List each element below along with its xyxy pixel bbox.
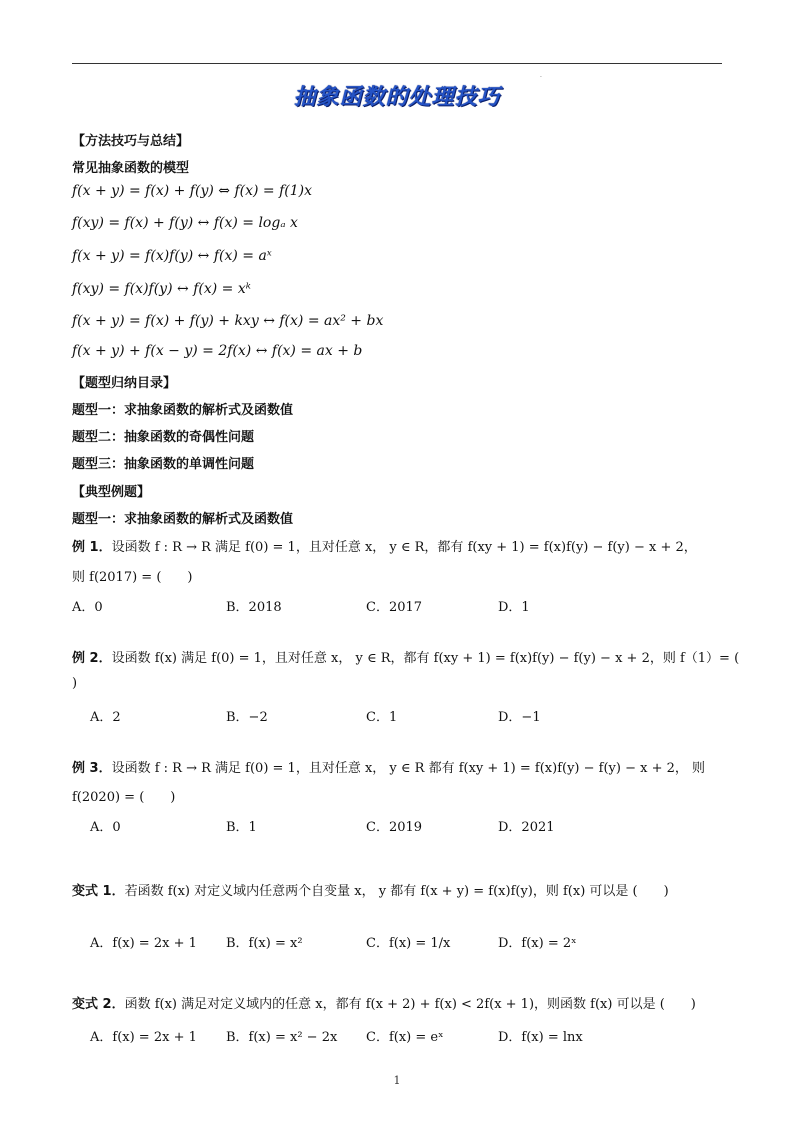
formula-5: f(x + y) = f(x) + f(y) + kxy ↔ f(x) = ax² + bx [72, 313, 384, 329]
variant-2-text: 函数 f(x) 满足对定义域内的任意 x，都有 f(x + 2) + f(x) < 2f(x + 1)，则函数 f(x) 可以是 ( ) [124, 997, 696, 1012]
example-2-option-b: B．−2 [226, 710, 268, 725]
variant-1-option-c: C．f(x) = 1/x [366, 936, 451, 951]
example-3-option-b: B．1 [226, 820, 257, 835]
example-2-label: 例 2． [72, 651, 112, 666]
type1-heading: 题型一：求抽象函数的解析式及函数值 [72, 512, 294, 527]
example-3-text: 设函数 f : R → R 满足 f(0) = 1，且对任意 x， y ∈ R 都有 f(xy + 1) = f(x)f(y) − f(y) − x + 2， 则 [111, 761, 706, 776]
example-2-question [72, 647, 739, 666]
formula-6: f(x + y) + f(x − y) = 2f(x) ↔ f(x) = ax + b [72, 343, 363, 359]
example-1-line2: 则 f(2017) = ( ) [72, 570, 193, 585]
variant-1-option-d: D．f(x) = 2ˣ [498, 936, 577, 951]
example-3-label: 例 3． [72, 761, 112, 776]
example-1-option-c: C．2017 [366, 600, 423, 615]
example-3-option-d: D．2021 [498, 820, 555, 835]
example-3-line2: f(2020) = ( ) [72, 790, 176, 805]
section-examples-heading: 【典型例题】 [72, 485, 151, 500]
variant-1-label: 变式 1． [72, 884, 125, 899]
variant-2-option-b: B．f(x) = x² − 2x [226, 1030, 338, 1045]
page-number: 1 [393, 1074, 401, 1087]
example-2-line2: ) [72, 676, 78, 691]
variant-2-label: 变式 2． [72, 997, 125, 1012]
section-catalog-heading: 【题型归纳目录】 [72, 376, 177, 391]
variant-2-option-d: D．f(x) = lnx [498, 1030, 583, 1045]
header-rule [72, 63, 722, 64]
catalog-item-3: 题型三：抽象函数的单调性问题 [72, 457, 255, 472]
variant-1-option-a: A．f(x) = 2x + 1 [90, 936, 197, 951]
page-title: 抽象函数的处理技巧 [293, 85, 501, 110]
formula-4: f(xy) = f(x)f(y) ↔ f(x) = xᵏ [72, 281, 251, 297]
title-mark: · [540, 74, 542, 81]
example-1-text: 设函数 f : R → R 满足 f(0) = 1，且对任意 x， y ∈ R，都有 f(xy + 1) = f(x)f(y) − f(y) − x + 2， [111, 540, 697, 555]
example-3-option-a: A．0 [90, 820, 121, 835]
variant-1-text: 若函数 f(x) 对定义域内任意两个自变量 x， y 都有 f(x + y) = f(x)f(y)，则 f(x) 可以是 ( ) [124, 884, 669, 899]
example-1-question [72, 536, 697, 555]
example-1-option-b: B．2018 [226, 600, 282, 615]
variant-1-option-b: B．f(x) = x² [226, 936, 303, 951]
variant-2-option-a: A．f(x) = 2x + 1 [90, 1030, 197, 1045]
example-2-option-a: A．2 [90, 710, 121, 725]
example-2-text: 设函数 f(x) 满足 f(0) = 1，且对任意 x， y ∈ R，都有 f(xy + 1) = f(x)f(y) − f(y) − x + 2，则 f（1）= ( [111, 651, 740, 666]
variant-1-question [72, 880, 669, 899]
example-3-option-c: C．2019 [366, 820, 423, 835]
formula-2: f(xy) = f(x) + f(y) ↔ f(x) = logₐ x [72, 215, 298, 231]
variant-2-question [72, 993, 696, 1012]
example-2-option-d: D．−1 [498, 710, 541, 725]
example-1-option-a: A．0 [72, 600, 103, 615]
example-1-option-d: D．1 [498, 600, 530, 615]
models-heading: 常见抽象函数的模型 [72, 161, 190, 176]
catalog-item-2: 题型二：抽象函数的奇偶性问题 [72, 430, 255, 445]
example-1-label: 例 1． [72, 540, 112, 555]
example-2-option-c: C．1 [366, 710, 398, 725]
formula-3: f(x + y) = f(x)f(y) ↔ f(x) = aˣ [72, 248, 272, 264]
catalog-item-1: 题型一：求抽象函数的解析式及函数值 [72, 403, 294, 418]
variant-2-option-c: C．f(x) = eˣ [366, 1030, 444, 1045]
example-3-question [72, 757, 705, 776]
section-method-heading: 【方法技巧与总结】 [72, 134, 190, 149]
formula-1: f(x + y) = f(x) + f(y) ⇔ f(x) = f(1)x [72, 183, 312, 199]
